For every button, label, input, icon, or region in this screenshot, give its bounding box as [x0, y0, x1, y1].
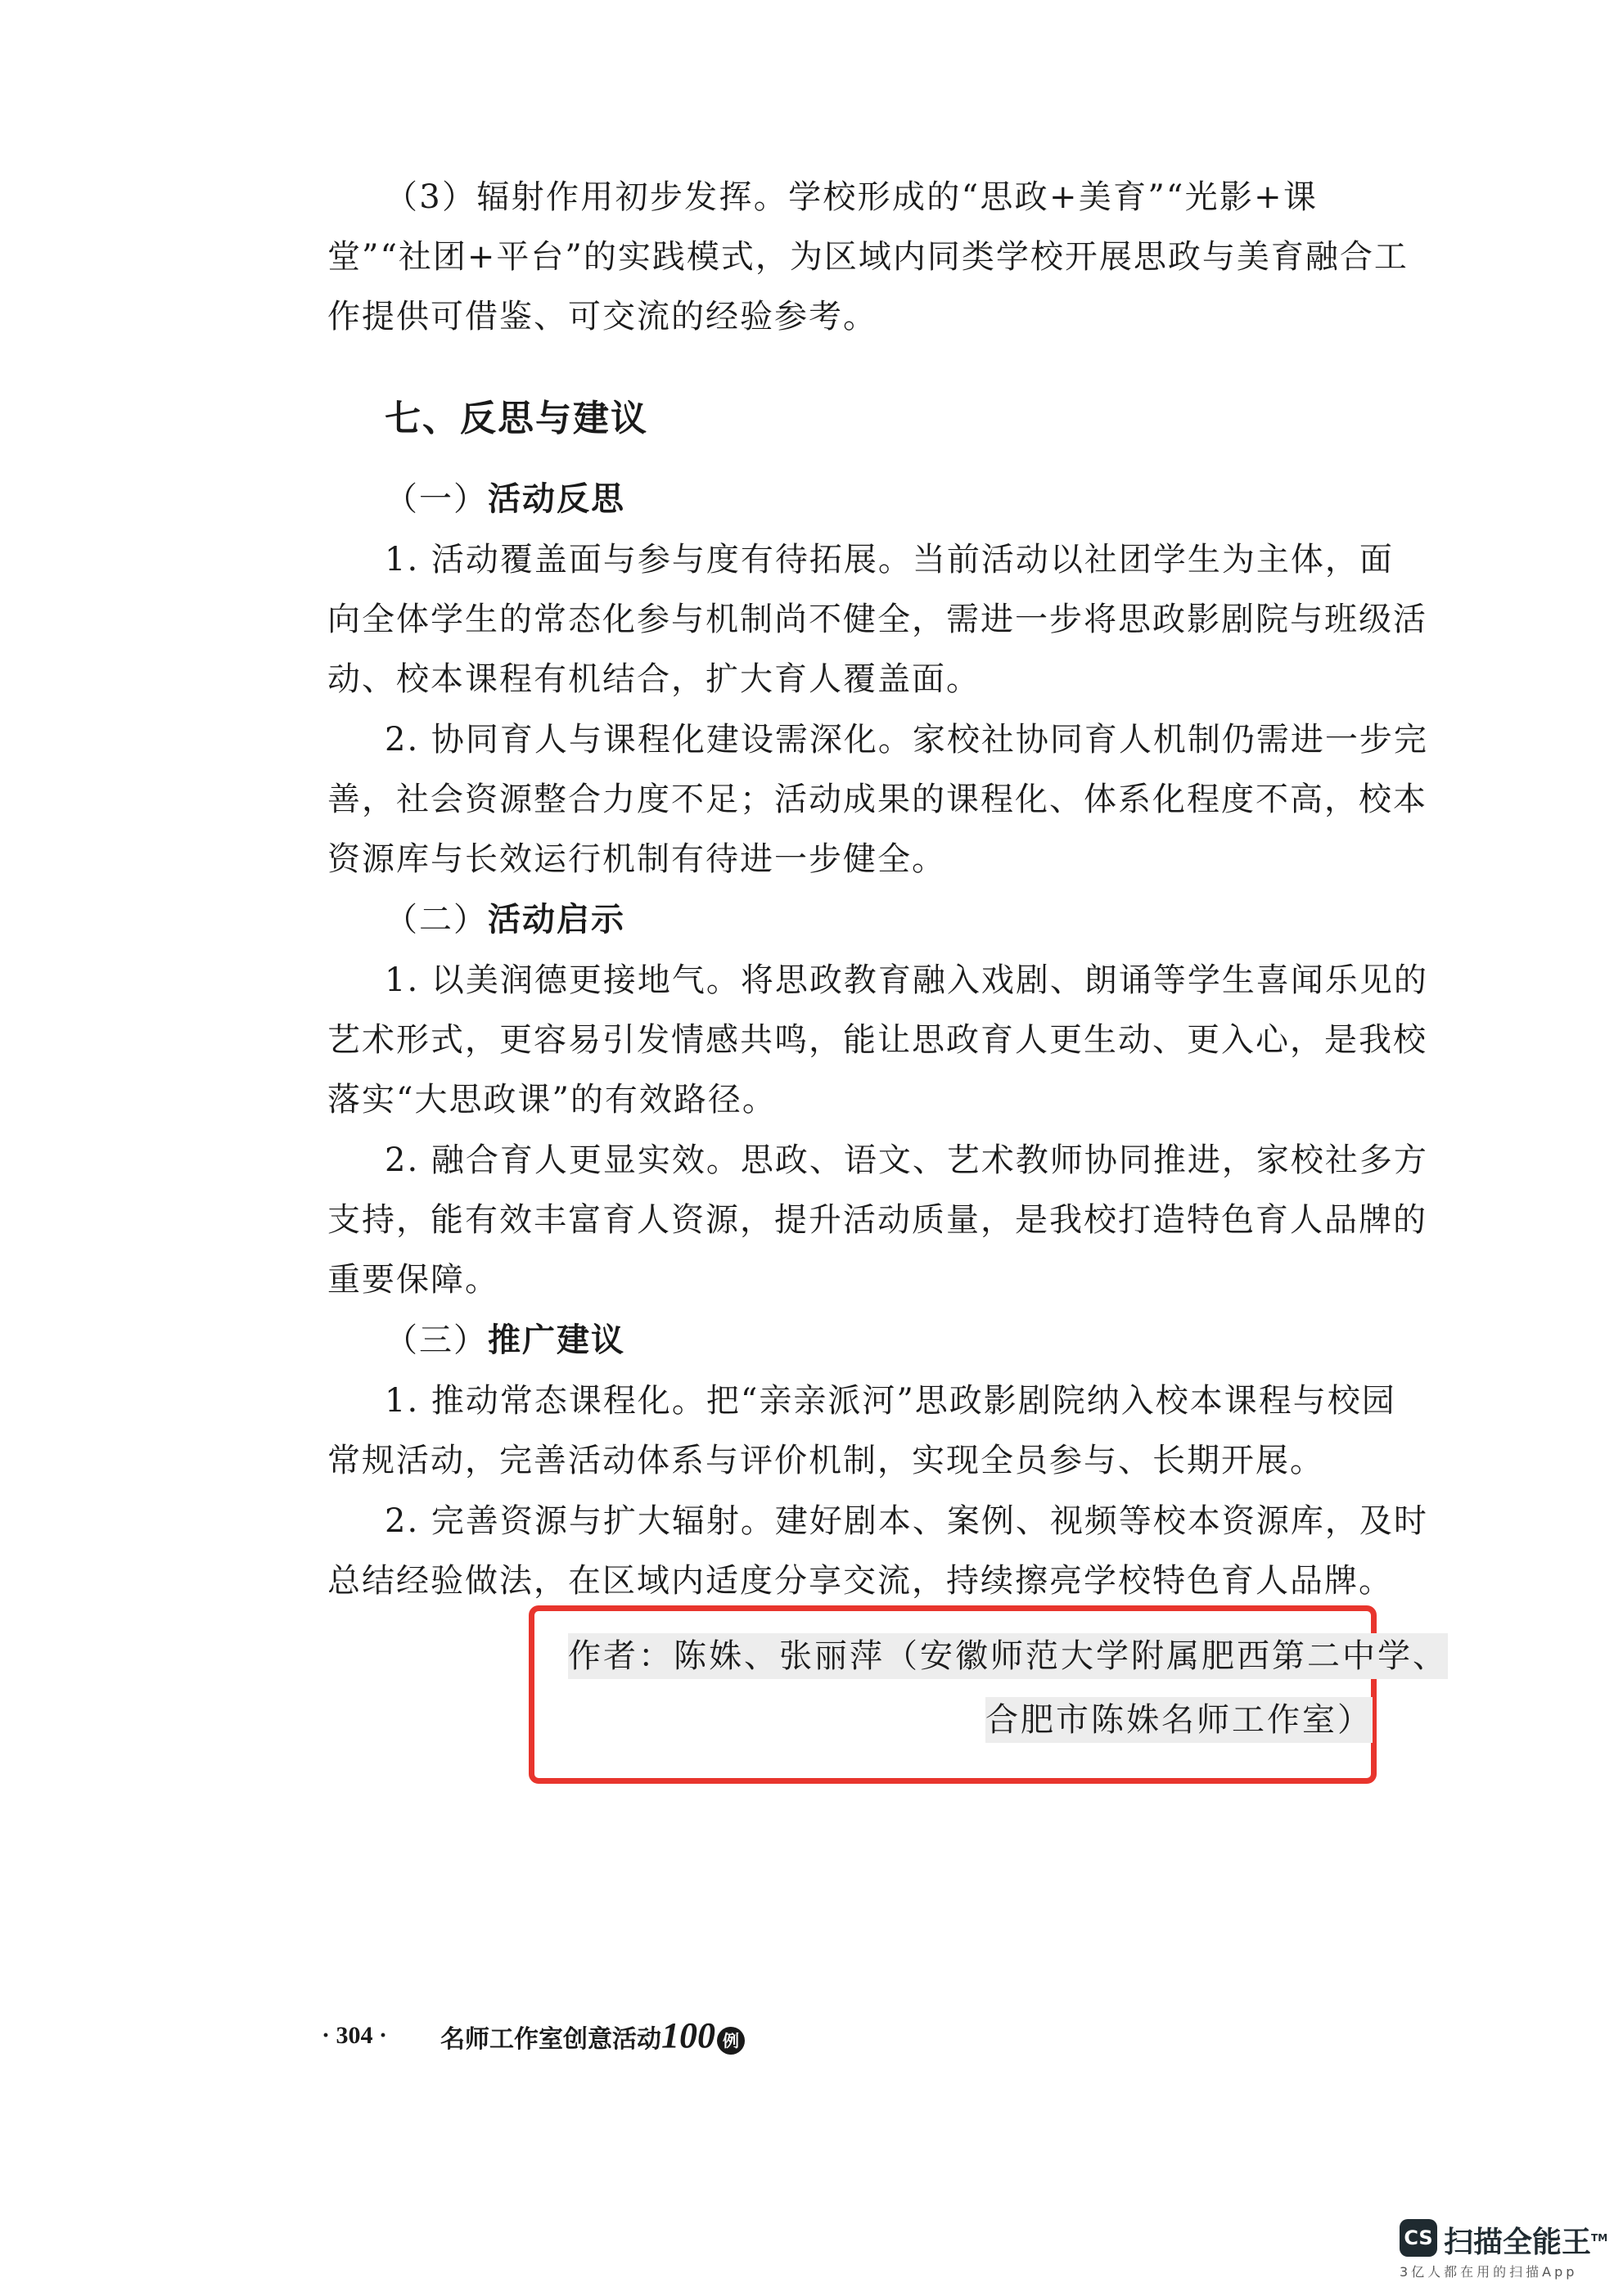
page-number: · 304 ·: [322, 2022, 388, 2049]
body-text-line: （3）辐射作用初步发挥。学校形成的“思政+美育”“光影+课: [385, 178, 1318, 216]
subsection-heading: [385, 897, 625, 943]
watermark-name-text: 扫描全能王: [1444, 2226, 1592, 2259]
camscanner-logo-icon: CS: [1400, 2219, 1437, 2257]
author-credit-line: 合肥市陈姝名师工作室）: [985, 1697, 1373, 1743]
body-text-line: 2. 协同育人与课程化建设需深化。家校社协同育人机制仍需进一步完: [385, 721, 1428, 759]
body-text-line: 艺术形式，更容易引发情感共鸣，能让思政育人更生动、更入心，是我校: [327, 1021, 1427, 1059]
book-title-number: 100: [661, 2015, 715, 2055]
subsection-number: （二）: [385, 901, 488, 939]
body-text-line: 作提供可借鉴、可交流的经验参考。: [327, 298, 877, 335]
body-text-line: 向全体学生的常态化参与机制尚不健全，需进一步将思政影剧院与班级活: [327, 601, 1427, 638]
subsection-number: （一）: [385, 480, 488, 518]
scanner-watermark: [1400, 2219, 1608, 2285]
book-title-text: 名师工作室创意活动: [440, 2025, 661, 2054]
subsection-heading: [385, 1317, 625, 1363]
body-text-line: 2. 融合育人更显实效。思政、语文、艺术教师协同推进，家校社多方: [385, 1141, 1428, 1179]
book-title: [440, 2015, 745, 2058]
body-text-line: 常规活动，完善活动体系与评价机制，实现全员参与、长期开展。: [327, 1442, 1324, 1479]
body-text-line: 1. 推动常态课程化。把“亲亲派河”思政影剧院纳入校本课程与校园: [385, 1382, 1396, 1420]
subsection-number: （三）: [385, 1321, 488, 1359]
book-title-badge: 例: [717, 2027, 745, 2055]
body-text-line: 重要保障。: [327, 1261, 499, 1299]
page-footer: [322, 2015, 739, 2055]
trademark-mark: TM: [1591, 2232, 1608, 2244]
body-text-line: 总结经验做法，在区域内适度分享交流，持续擦亮学校特色育人品牌。: [327, 1562, 1393, 1600]
section-heading: 七、反思与建议: [385, 398, 648, 439]
subsection-heading: [385, 476, 625, 522]
subsection-title: 推广建议: [488, 1321, 625, 1359]
subsection-title: 活动启示: [488, 901, 625, 939]
body-text-line: 1. 活动覆盖面与参与度有待拓展。当前活动以社团学生为主体，面: [385, 541, 1394, 579]
body-text-line: 2. 完善资源与扩大辐射。建好剧本、案例、视频等校本资源库，及时: [385, 1502, 1428, 1540]
watermark-tagline: 3亿人都在用的扫描App: [1400, 2264, 1578, 2280]
author-credit-line: 作者：陈姝、张丽萍（安徽师范大学附属肥西第二中学、: [568, 1633, 1448, 1679]
body-text-line: 动、校本课程有机结合，扩大育人覆盖面。: [327, 660, 981, 698]
body-text-line: 支持，能有效丰富育人资源，提升活动质量，是我校打造特色育人品牌的: [327, 1201, 1427, 1239]
watermark-name: [1444, 2219, 1607, 2262]
body-text-line: 善，社会资源整合力度不足；活动成果的课程化、体系化程度不高，校本: [327, 781, 1427, 818]
body-text-line: 落实“大思政课”的有效路径。: [327, 1081, 777, 1119]
subsection-title: 活动反思: [488, 480, 625, 518]
body-text-line: 资源库与长效运行机制有待进一步健全。: [327, 840, 946, 878]
body-text-line: 1. 以美润德更接地气。将思政教育融入戏剧、朗诵等学生喜闻乐见的: [385, 961, 1428, 999]
body-text-line: 堂”“社团+平台”的实践模式，为区域内同类学校开展思政与美育融合工: [327, 238, 1409, 276]
author-highlight-box: [529, 1605, 1377, 1784]
